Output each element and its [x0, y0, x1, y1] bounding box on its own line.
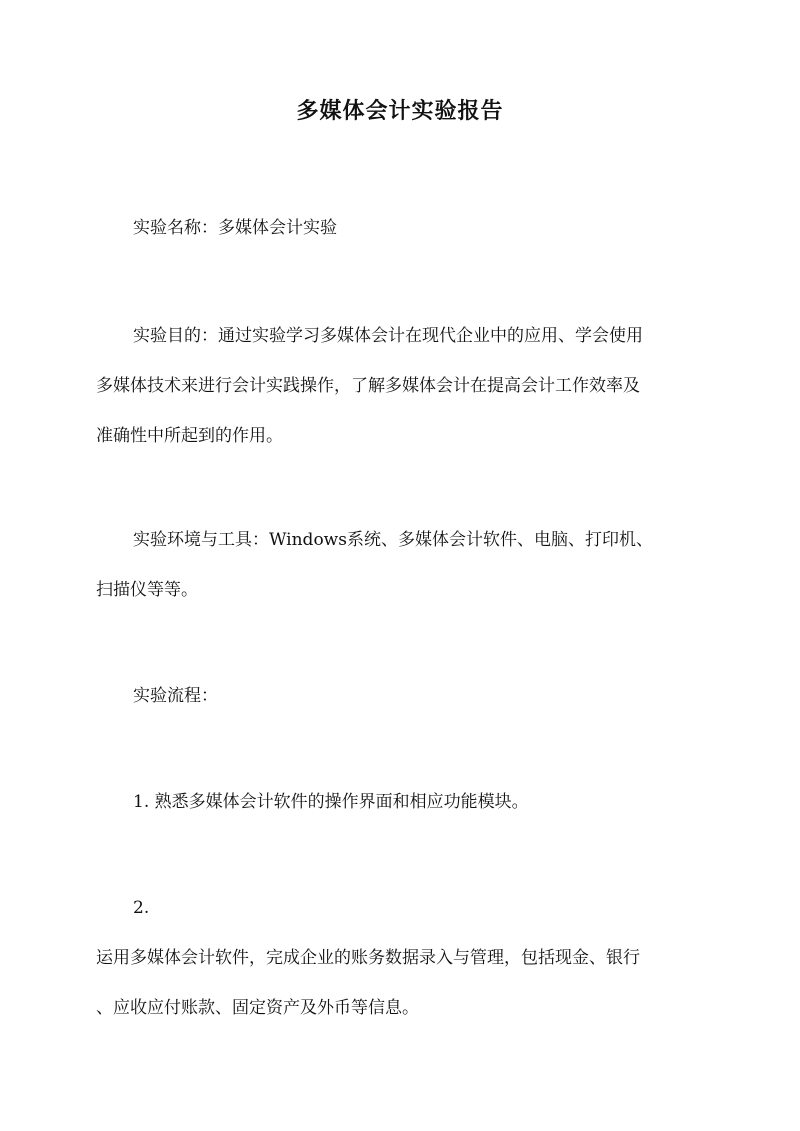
procedure-step-2-number [96, 883, 702, 933]
experiment-purpose [96, 311, 702, 461]
experiment-purpose-line-1: 实验目的：通过实验学习多媒体会计在现代企业中的应用、学会使用 [133, 326, 643, 346]
procedure-step-2-line-2: 、应收应付账款、固定资产及外币等信息。 [96, 998, 419, 1018]
environment-tools-line-2: 扫描仪等等。 [96, 580, 198, 600]
procedure-step-2-line-1: 运用多媒体会计软件，完成企业的账务数据录入与管理，包括现金、银行 [96, 948, 640, 968]
experiment-name [96, 203, 702, 253]
experiment-purpose-line-2: 多媒体技术来进行会计实践操作，了解多媒体会计在提高会计工作效率及 [96, 376, 640, 396]
environment-tools-line-1: 实验环境与工具：Windows系统、多媒体会计软件、电脑、打印机、 [133, 530, 653, 550]
procedure-heading [96, 671, 702, 721]
procedure-step-2-number-text: 2. [133, 898, 150, 918]
experiment-name-text: 实验名称：多媒体会计实验 [133, 218, 337, 238]
environment-tools [96, 515, 702, 615]
procedure-step-2-body [96, 933, 702, 1033]
procedure-step-1-text: 1. 熟悉多媒体会计软件的操作界面和相应功能模块。 [133, 792, 529, 812]
experiment-purpose-line-3: 准确性中所起到的作用。 [96, 426, 283, 446]
document-title: 多媒体会计实验报告 [296, 98, 504, 124]
procedure-heading-text: 实验流程： [133, 686, 218, 706]
procedure-step-1 [96, 777, 702, 827]
